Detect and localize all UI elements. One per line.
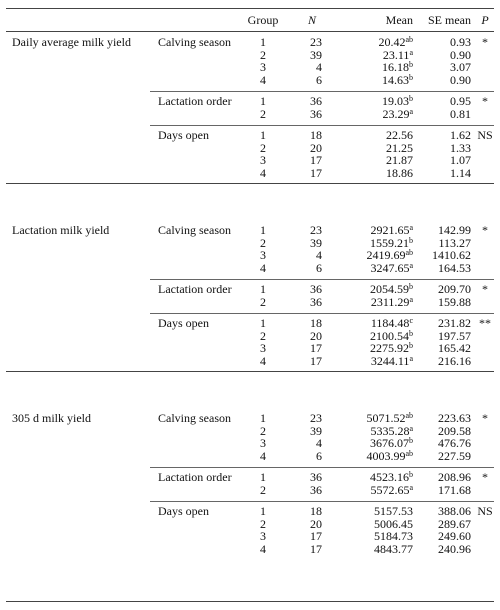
se-mean-cell: 3.07 [450,60,471,74]
header-p: P [481,13,489,27]
mean-cell: 2311.29$^a$ [370,294,413,309]
se-mean-cell: 113.27 [438,235,471,250]
mean-cell: 5184.73 [374,529,413,543]
p-value: * [482,411,488,425]
se-mean-cell: 209.70 [438,282,471,296]
mean-cell: 2419.69$^{ab}$ [366,248,413,262]
mean-cell: 5335.28$^a$ [370,423,413,438]
significance-letter: ab [405,448,413,458]
n-cell: 23 [310,411,322,425]
section-title: Lactation milk yield [12,223,110,237]
mean-cell: 4523.16$^b$ [370,470,413,484]
se-mean-cell: 164.53 [438,260,471,275]
p-value: * [482,282,488,296]
se-mean-cell: 227.59 [438,448,471,463]
significance-letter: a [409,423,413,433]
significance-letter: b [409,341,413,350]
p-value: * [482,223,488,237]
significance-letter: b [409,72,413,82]
se-mean-cell: 216.16 [438,353,471,368]
group-cell: 2 [260,482,266,497]
factor-label: Lactation order [158,282,232,296]
significance-letter: b [409,94,413,103]
n-cell: 39 [310,423,322,438]
mean-cell: 5572.65$^a$ [370,482,413,497]
mean-cell: 1184.48$^c$ [370,316,413,330]
group-cell: 2 [260,328,266,343]
significance-letter: a [409,47,413,57]
significance-letter: b [409,470,413,479]
mean-cell: 5006.45 [374,516,413,531]
factor-label: Calving season [158,35,231,49]
group-cell: 4 [260,448,266,463]
se-mean-cell: 0.81 [450,106,471,121]
group-cell: 3 [260,341,266,355]
header-n: N [308,13,317,27]
table-bottom-rule [6,601,494,602]
n-cell: 4 [316,248,322,262]
group-cell: 4 [260,165,266,180]
n-cell: 39 [310,47,322,62]
n-cell: 17 [310,541,322,556]
n-cell: 6 [316,260,322,275]
block-divider [150,279,494,280]
se-mean-cell: 1410.62 [432,248,471,262]
p-value: * [482,470,488,484]
group-cell: 4 [260,72,266,87]
significance-letter: c [409,316,413,325]
n-cell: 17 [310,153,322,167]
se-mean-cell: 0.95 [450,94,471,108]
p-value: * [482,94,488,108]
se-mean-cell: 1.33 [450,140,471,155]
group-cell: 3 [260,436,266,450]
n-cell: 23 [310,35,322,49]
mean-cell: 19.03$^b$ [382,94,413,108]
significance-letter: b [409,328,413,338]
header-group: Group [247,13,279,27]
mean-cell: 16.18$^b$ [382,60,413,74]
mean-cell: 14.63$^b$ [382,72,413,87]
block-divider [150,501,494,502]
mean-cell: 3247.65$^a$ [370,260,413,275]
group-cell: 1 [260,94,266,108]
n-cell: 18 [310,504,322,518]
factor-label: Days open [158,128,209,142]
significance-letter: a [409,482,413,492]
se-mean-cell: 289.67 [438,516,471,531]
n-cell: 36 [310,106,322,121]
group-cell: 2 [260,423,266,438]
mean-cell: 4003.99$^{ab}$ [366,448,413,463]
significance-letter: b [409,436,413,445]
mean-cell: 3244.11$^a$ [370,353,413,368]
group-cell: 3 [260,529,266,543]
group-cell: 1 [260,411,266,425]
n-cell: 23 [310,223,322,237]
se-mean-cell: 388.06 [438,504,471,518]
significance-letter: a [409,353,413,363]
n-cell: 36 [310,282,322,296]
se-mean-cell: 1.07 [450,153,471,167]
p-value: NS [477,128,493,142]
n-cell: 36 [310,470,322,484]
group-cell: 1 [260,316,266,330]
mean-cell: 2275.92$^b$ [370,341,413,355]
n-cell: 36 [310,482,322,497]
se-mean-cell: 240.96 [438,541,471,556]
significance-letter: a [409,294,413,304]
mean-cell: 22.56 [386,128,413,142]
section-title: 305 d milk yield [12,411,91,425]
section-rule [6,183,494,184]
mean-cell: 23.11$^a$ [382,47,413,62]
se-mean-cell: 231.82 [438,316,471,330]
section-rule [6,371,494,372]
group-cell: 2 [260,294,266,309]
group-cell: 2 [260,47,266,62]
se-mean-cell: 171.68 [438,482,471,497]
mean-cell: 23.29$^a$ [382,106,413,121]
group-cell: 2 [260,140,266,155]
block-divider [150,91,494,92]
significance-letter: ab [405,248,413,257]
mean-cell: 4843.77 [374,541,413,556]
se-mean-cell: 209.58 [438,423,471,438]
n-cell: 36 [310,94,322,108]
mean-cell: 5071.52$^{ab}$ [366,411,413,425]
factor-label: Calving season [158,411,231,425]
factor-label: Days open [158,504,209,518]
group-cell: 3 [260,60,266,74]
se-mean-cell: 1.14 [450,165,471,180]
n-cell: 20 [310,140,322,155]
significance-letter: a [409,260,413,270]
block-divider [150,125,494,126]
n-cell: 17 [310,353,322,368]
group-cell: 4 [260,353,266,368]
se-mean-cell: 208.96 [438,470,471,484]
significance-letter: ab [405,411,413,420]
n-cell: 20 [310,328,322,343]
mean-cell: 2100.54$^b$ [370,328,413,343]
group-cell: 1 [260,282,266,296]
factor-label: Lactation order [158,94,232,108]
header-se-mean: SE mean [428,13,471,27]
se-mean-cell: 1.62 [450,128,471,142]
se-mean-cell: 0.93 [450,35,471,49]
n-cell: 6 [316,448,322,463]
group-cell: 3 [260,153,266,167]
mean-cell: 21.87 [386,153,413,167]
group-cell: 3 [260,248,266,262]
group-cell: 1 [260,470,266,484]
se-mean-cell: 142.99 [438,223,471,237]
significance-letter: b [409,235,413,245]
factor-label: Days open [158,316,209,330]
se-mean-cell: 0.90 [450,47,471,62]
significance-letter: b [409,282,413,291]
header-rule [6,31,494,32]
n-cell: 4 [316,60,322,74]
n-cell: 6 [316,72,322,87]
group-cell: 2 [260,106,266,121]
n-cell: 17 [310,165,322,180]
group-cell: 2 [260,235,266,250]
n-cell: 18 [310,128,322,142]
group-cell: 1 [260,504,266,518]
n-cell: 17 [310,529,322,543]
block-divider [150,467,494,468]
mean-cell: 18.86 [386,165,413,180]
significance-letter: a [409,106,413,116]
mean-cell: 3676.07$^b$ [370,436,413,450]
se-mean-cell: 197.57 [438,328,471,343]
mean-cell: 2921.65$^a$ [370,223,413,237]
se-mean-cell: 249.60 [438,529,471,543]
table-top-rule [6,8,494,9]
significance-letter: a [409,223,413,232]
block-divider [150,313,494,314]
group-cell: 2 [260,516,266,531]
p-value: * [482,35,488,49]
factor-label: Lactation order [158,470,232,484]
significance-letter: ab [405,35,413,44]
n-cell: 20 [310,516,322,531]
n-cell: 18 [310,316,322,330]
p-value: NS [477,504,493,518]
se-mean-cell: 159.88 [438,294,471,309]
header-mean: Mean [385,13,413,27]
n-cell: 17 [310,341,322,355]
p-value: ** [479,316,491,330]
mean-cell: 5157.53 [374,504,413,518]
group-cell: 1 [260,35,266,49]
mean-cell: 21.25 [386,140,413,155]
se-mean-cell: 165.42 [438,341,471,355]
group-cell: 4 [260,260,266,275]
n-cell: 4 [316,436,322,450]
group-cell: 1 [260,223,266,237]
n-cell: 39 [310,235,322,250]
mean-cell: 1559.21$^b$ [370,235,413,250]
se-mean-cell: 476.76 [438,436,471,450]
group-cell: 4 [260,541,266,556]
mean-cell: 20.42$^{ab}$ [378,35,413,49]
se-mean-cell: 223.63 [438,411,471,425]
n-cell: 36 [310,294,322,309]
mean-cell: 2054.59$^b$ [370,282,413,296]
se-mean-cell: 0.90 [450,72,471,87]
factor-label: Calving season [158,223,231,237]
significance-letter: b [409,60,413,69]
group-cell: 1 [260,128,266,142]
section-title: Daily average milk yield [12,35,131,49]
